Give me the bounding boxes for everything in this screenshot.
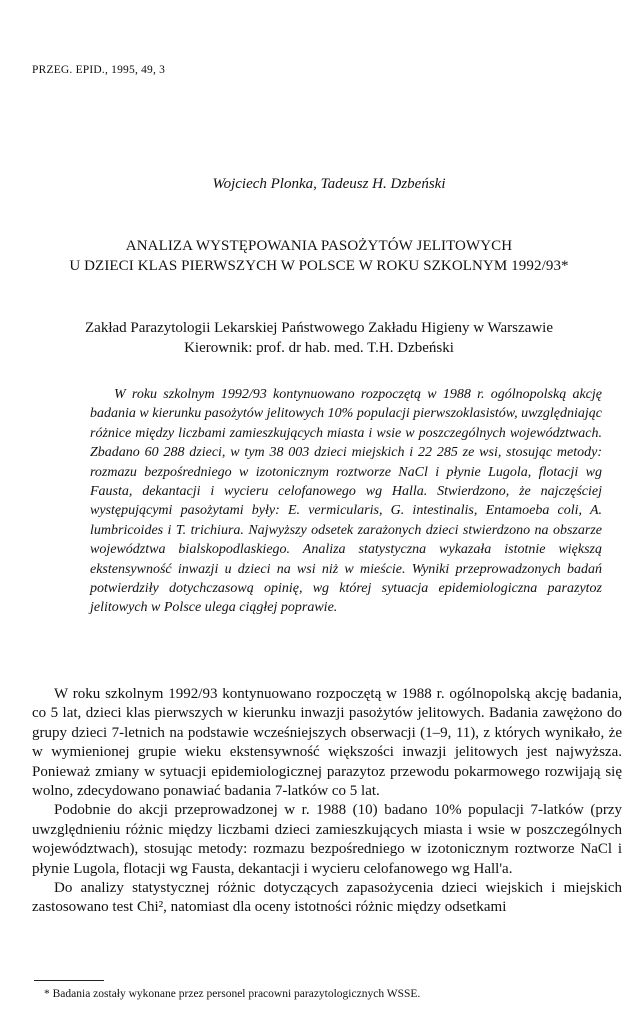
footnote-divider — [34, 980, 104, 981]
affiliation-line-2: Kierownik: prof. dr hab. med. T.H. Dzbeński — [184, 340, 454, 356]
title-line-1: ANALIZA WYSTĘPOWANIA PASOŻYTÓW JELITOWYCH — [125, 238, 513, 254]
authors-line: Wojciech Plonka, Tadeusz H. Dzbeński — [212, 176, 446, 192]
body-text — [32, 685, 622, 918]
footnote: * Badania zostały wykonane przez personel pracowni parazytologicznych WSSE. — [44, 988, 421, 1000]
affiliation-line-1: Zakład Parazytologii Lekarskiej Państwowego Zakładu Higieny w Warszawie — [85, 320, 553, 336]
paragraph-2: Podobnie do akcji przeprowadzonej w r. 1988 (10) badano 10% populacji 7-latków (przy uwzględnieniu różnic między liczbami dzieci zamieszkujących miasta i wsie w poszczególnych województwach), stosując metody: rozmazu bezpośredniego w izotonicznym roztworze NaCl i płynie Lugola, flotacji wg Fausta, dekantacji i wycieru celofanowego wg Hall'a. — [32, 802, 622, 877]
paragraph-3: Do analizy statystycznej różnic dotyczących zapasożycenia dzieci wiejskich i miejskich zastosowano test Chi², natomiast dla oceny istotności różnic między odsetkami — [32, 880, 622, 916]
affiliation — [10, 318, 628, 358]
abstract: W roku szkolnym 1992/93 kontynuowano rozpoczętą w 1988 r. ogólnopolską akcję badania w kierunku pasożytów jelitowych 10% populacji pierwszoklasistów, uwzględniając różnice między liczbami zamieszkujących miasta i wsie w poszczególnych województwach. Zbadano 60 288 dzieci, w tym 38 003 dzieci miejskich i 22 285 ze wsi, stosując metody: rozmazu bezpośredniego w izotonicznym roztworze NaCl i płynie Lugola, flotacji wg Fausta, dekantacji i wycieru celofanowego wg Halla. Stwierdzono, że najczęściej występującymi pasożytami były: E. vermicularis, G. intestinalis, Entamoeba coli, A. lumbricoides i T. trichiura. Najwyższy odsetek zarażonych dzieci stwierdzono na obszarze województwa bialskopodlaskiego. Analiza statystyczna wykazała istotnie większą ekstensywność inwazji u dzieci na wsi niż w mieście. Wyniki przeprowadzonych badań potwierdziły dotychczasową opinię, wg której sytuacja epidemiologiczna parazytoz jelitowych w Polsce ulega ciągłej poprawie. — [90, 387, 602, 616]
journal-header: PRZEG. EPID., 1995, 49, 3 — [32, 64, 166, 76]
article-title — [10, 236, 628, 276]
title-line-2: U DZIECI KLAS PIERWSZYCH W POLSCE W ROKU SZKOLNYM 1992/93* — [69, 258, 569, 274]
paragraph-1: W roku szkolnym 1992/93 kontynuowano rozpoczętą w 1988 r. ogólnopolską akcję badania, co 5 lat, dzieci klas pierwszych w kierunku inwazji pasożytów jelitowych. Badania zawężono do grupy dzieci 7-letnich na podstawie wcześniejszych obserwacji (1–9, 11), z których wynikało, że w wymienionej grupie wieku ekstensywność większości inwazji jelitowych jest najwyższa. Ponieważ zmiany w sytuacji epidemiologicznej parazytoz przewodu pokarmowego rozwijają się wolno, zdecydowano ponawiać badania 7-latków co 5 lat. — [32, 686, 622, 800]
